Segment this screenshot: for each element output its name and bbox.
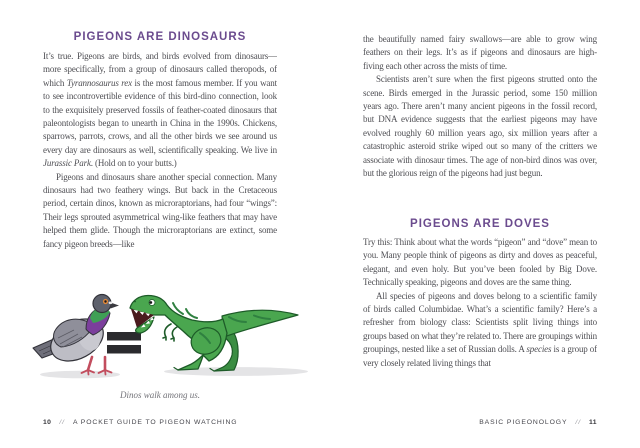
page-number: 11 <box>589 419 597 426</box>
paragraph <box>43 50 277 171</box>
italic-species-name: Tyrannosaurus rex <box>66 77 132 88</box>
right-page-footer <box>363 419 597 426</box>
paragraph: Scientists aren’t sure when the first pigeons strutted onto the scene. Birds emerged in the Jurassic period, some 150 million years ago. There aren’t many ancient pigeons in the fossil record, but DNA evidence suggests that the earliest pigeons may have evolved roughly 60 million years ago, six million years after a catastrophic asteroid strike wiped out so many of the critters we associate with dinosaur times. The age of non-bird dinos was over, but the glorious reign of the pigeons had just begun. <box>363 74 597 179</box>
page-number: 10 <box>43 419 52 426</box>
illustration-caption: Dinos walk among us. <box>119 390 200 400</box>
section-heading-pigeons-are-dinosaurs: PIGEONS ARE DINOSAURS <box>73 31 247 43</box>
page-left <box>43 0 277 448</box>
chapter-title: BASIC PIGEONOLOGY <box>479 419 568 426</box>
illustration-svg <box>30 291 310 381</box>
page-right <box>363 0 597 448</box>
paragraph: the beautifully named fairy swallows—are able to grow wing feathers on their legs. It’s as if pigeons and dinosaurs are high-fiving each other across the mists of time. <box>363 34 597 71</box>
footer-separator: // <box>59 419 65 426</box>
left-page-body-text <box>43 50 277 286</box>
body-text: is the most famous member. If you want to see incontrovertible evidence of this bird-dino connection, look to the exquisitely preserved fossils of feather-coated dinosaurs that paleontologists began to unearth in China in the 1990s. Chickens, sparrows, parrots, crows, and all the other birds we see around us every day are dinosaurs as well, scientifically speaking. We live in <box>43 77 277 155</box>
body-text: It’s true. Pigeons are birds, and birds evolved from dinosaurs—more specifically, from a group of dinosaurs called theropods, of which <box>43 51 277 88</box>
left-page-footer <box>43 419 277 426</box>
book-title: A POCKET GUIDE TO PIGEON WATCHING <box>72 419 238 426</box>
body-text: . (Hold on to your butts.) <box>90 158 177 169</box>
body-text: All species of pigeons and doves belong to a scientific family of birds called Columbidae. What’s a scientific family? Here’s a refresher from biology class: Scientists split living things into groups based on what they’re related to. There are groupings within groupings, nested like a set of Russian dolls. A <box>363 290 597 355</box>
right-page-body-text-top <box>363 33 597 201</box>
ground-shadows <box>40 367 308 378</box>
pigeon-icon <box>33 295 119 375</box>
section-heading-pigeons-are-doves: PIGEONS ARE DOVES <box>410 218 550 230</box>
paragraph <box>363 290 597 370</box>
pigeon-equals-trex-illustration <box>30 291 310 381</box>
body-text: is a group of very closely related living things that <box>363 344 597 368</box>
trex-icon <box>130 296 298 372</box>
italic-term-species: species <box>526 344 552 355</box>
right-page-body-text-bottom <box>363 236 597 401</box>
paragraph: Pigeons and dinosaurs share another special connection. Many dinosaurs had two feathery wings. But back in the Cretaceous period, certain dinos, known as microraptorians, had four “wings”: Their legs sprouted asymmetrical wing-like feathers that may have helped them glide. Though the microraptorians are extinct, some fancy pigeon breeds—like <box>43 171 277 249</box>
equals-sign-icon <box>107 332 141 354</box>
paragraph: Try this: Think about what the words “pigeon” and “dove” mean to you. Many people think of pigeons as dirty and doves as peaceful, elegant, and even holy. But you’ve been fooled by Big Dove. Technically speaking, pigeons and doves are the same thing. <box>363 237 597 288</box>
italic-movie-title: Jurassic Park <box>43 158 91 169</box>
footer-separator: // <box>575 419 581 426</box>
trex-arms <box>163 324 177 341</box>
